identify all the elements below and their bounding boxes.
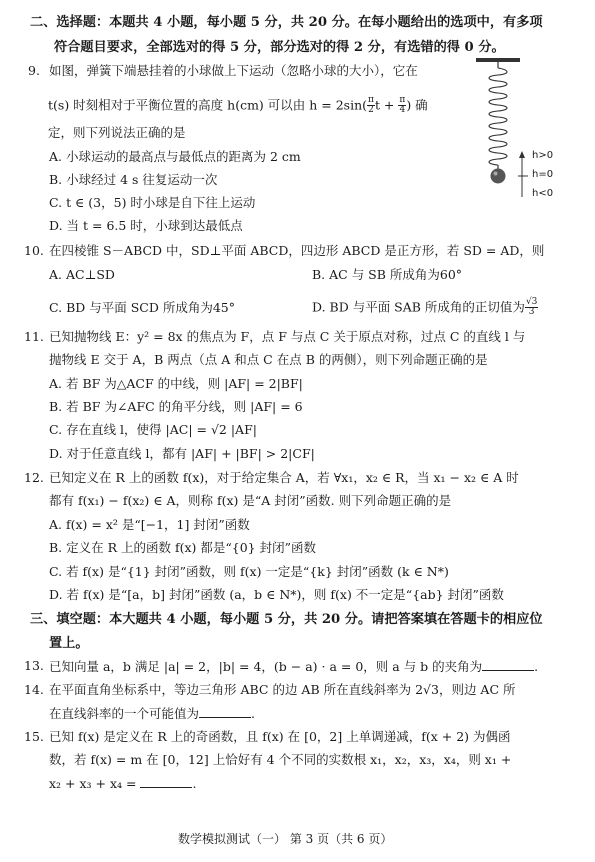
q14-answer-blank[interactable] [199, 707, 251, 718]
spring-coil [489, 68, 507, 165]
q12-option-c: C. 若 f(x) 是“{1} 封闭”函数，则 f(x) 一定是“{k} 封闭”函数 (k ∈ N*) [49, 564, 449, 579]
legend-h-positive: h>0 [532, 150, 554, 161]
section2-heading-line1: 二、选择题：本题共 4 小题，每小题 5 分，共 20 分。在每小题给出的选项中，有多项 [30, 15, 543, 30]
q12-option-b: B. 定义在 R 上的函数 f(x) 都是“{0} 封闭”函数 [49, 540, 316, 555]
q14-period: . [251, 706, 255, 721]
q9-frac-pi-over-4: $\frac{\pi}{4}$ [399, 95, 406, 116]
q11-option-c: C. 存在直线 l，使得 |AC| = √2 |AF| [49, 422, 257, 437]
page-footer: 数学模拟测试（一） 第 3 页（共 6 页） [178, 832, 393, 846]
q14-number: 14. [24, 682, 44, 697]
q10-option-c: C. BD 与平面 SCD 所成角为45° [49, 300, 235, 315]
up-arrow [519, 151, 525, 158]
q12-line1: 已知定义在 R 上的函数 f(x)，对于给定集合 A，若 ∀x₁，x₂ ∈ R，当 x₁ − x₂ ∈ A 时 [49, 470, 519, 485]
q10-option-a: A. AC⊥SD [49, 267, 115, 282]
q9-number: 9. [28, 63, 40, 78]
q13-number: 13. [24, 658, 44, 673]
q12-option-a: A. f(x) = x² 是“[−1，1] 封闭”函数 [49, 517, 250, 532]
q15-line1: 已知 f(x) 是定义在 R 上的奇函数，且 f(x) 在 [0，2] 上单调递减，f(x + 2) 为偶函 [49, 729, 511, 744]
q13-line1 [49, 660, 538, 674]
q15-period: . [192, 776, 197, 791]
q9-frac-pi-over-2: $\frac{\pi}{2}$ [368, 95, 374, 116]
q10-option-d [312, 298, 538, 318]
q12-option-d: D. 若 f(x) 是“[a，b] 封闭”函数 (a，b ∈ N*)，则 f(x) 不一定是“{ab} 封闭”函数 [49, 587, 504, 602]
q9-line2-end: ) 确 [406, 97, 428, 113]
q10-frac-root3-over-3: $\frac{√3}{3}$ [525, 297, 538, 318]
ceiling-bar [476, 58, 520, 62]
q10-line1: 在四棱锥 S－ABCD 中，SD⊥平面 ABCD，四边形 ABCD 是正方形，若 SD = AD，则 [49, 243, 545, 258]
q12-number: 12. [24, 470, 44, 485]
q11-option-a: A. 若 BF 为△ACF 的中线，则 |AF| = 2|BF| [49, 376, 303, 391]
q15-text: x₂ + x₃ + x₄ = [49, 776, 137, 791]
section3-heading-line2: 置上。 [49, 636, 89, 651]
q9-option-a: A. 小球运动的最高点与最低点的距离为 2 cm [49, 149, 301, 164]
q15-line3 [49, 777, 196, 791]
q11-option-b: B. 若 BF 为∠AFC 的角平分线，则 |AF| = 6 [49, 399, 303, 414]
q11-line2: 抛物线 E 交于 A，B 两点（点 A 和点 C 在点 B 的两侧），则下列命题正确的是 [49, 352, 488, 367]
q14-line2 [49, 707, 255, 721]
q10-option-d-text: D. BD 与平面 SAB 所成角的正切值为 [312, 299, 525, 315]
q13-period: . [534, 659, 539, 674]
q15-number: 15. [24, 729, 44, 744]
legend-h-zero: h=0 [532, 169, 554, 180]
q11-number: 11. [24, 329, 44, 344]
q13-answer-blank[interactable] [482, 660, 534, 671]
q14-line1: 在平面直角坐标系中，等边三角形 ABC 的边 AB 所在直线斜率为 2√3，则边 AC 所 [49, 682, 516, 697]
q9-line2-text: t(s) 时刻相对于平衡位置的高度 h(cm) 可以由 h = 2sin( [48, 97, 368, 113]
q9-line3: 定，则下列说法正确的是 [48, 125, 186, 140]
q9-line2 [48, 96, 428, 116]
q13-text: 已知向量 a，b 满足 |a| = 2，|b| = 4，(b − a) · a = 0，则 a 与 b 的夹角为 [49, 659, 483, 674]
section2-heading-line2: 符合题目要求，全部选对的得 5 分，部分选对的得 2 分，有选错的得 0 分。 [54, 40, 505, 55]
q9-option-c: C. t ∈ (3，5) 时小球是自下往上运动 [49, 195, 256, 210]
legend-h-negative: h<0 [532, 188, 554, 199]
q15-answer-blank[interactable] [140, 777, 192, 788]
q11-option-d: D. 对于任意直线 l，都有 |AF| + |BF| > 2|CF| [49, 446, 315, 461]
q10-option-b: B. AC 与 SB 所成角为60° [312, 267, 463, 282]
q9-option-b: B. 小球经过 4 s 往复运动一次 [49, 172, 218, 187]
q9-line1: 如图，弹簧下端悬挂着的小球做上下运动（忽略小球的大小），它在 [49, 63, 418, 78]
q9-plus: t + [374, 97, 395, 113]
q12-line2: 都有 f(x₁) − f(x₂) ∈ A，则称 f(x) 是“A 封闭”函数. 则下列命题正确的是 [49, 493, 452, 508]
section3-heading-line1: 三、填空题：本大题共 4 小题，每小题 5 分，共 20 分。请把答案填在答题卡的相应位 [30, 612, 543, 627]
q10-number: 10. [24, 243, 44, 258]
q14-text: 在直线斜率的一个可能值为 [49, 706, 200, 721]
spring-ball-figure [466, 56, 536, 201]
q15-line2: 数，若 f(x) = m 在 [0，12] 上恰好有 4 个不同的实数根 x₁，x₂，x₃，x₄，则 x₁ + [49, 752, 512, 767]
q9-option-d: D. 当 t = 6.5 时，小球到达最低点 [49, 218, 243, 233]
ball [491, 169, 506, 184]
q11-line1: 已知抛物线 E：y² = 8x 的焦点为 F，点 F 与点 C 关于原点对称，过点 C 的直线 l 与 [49, 329, 526, 344]
